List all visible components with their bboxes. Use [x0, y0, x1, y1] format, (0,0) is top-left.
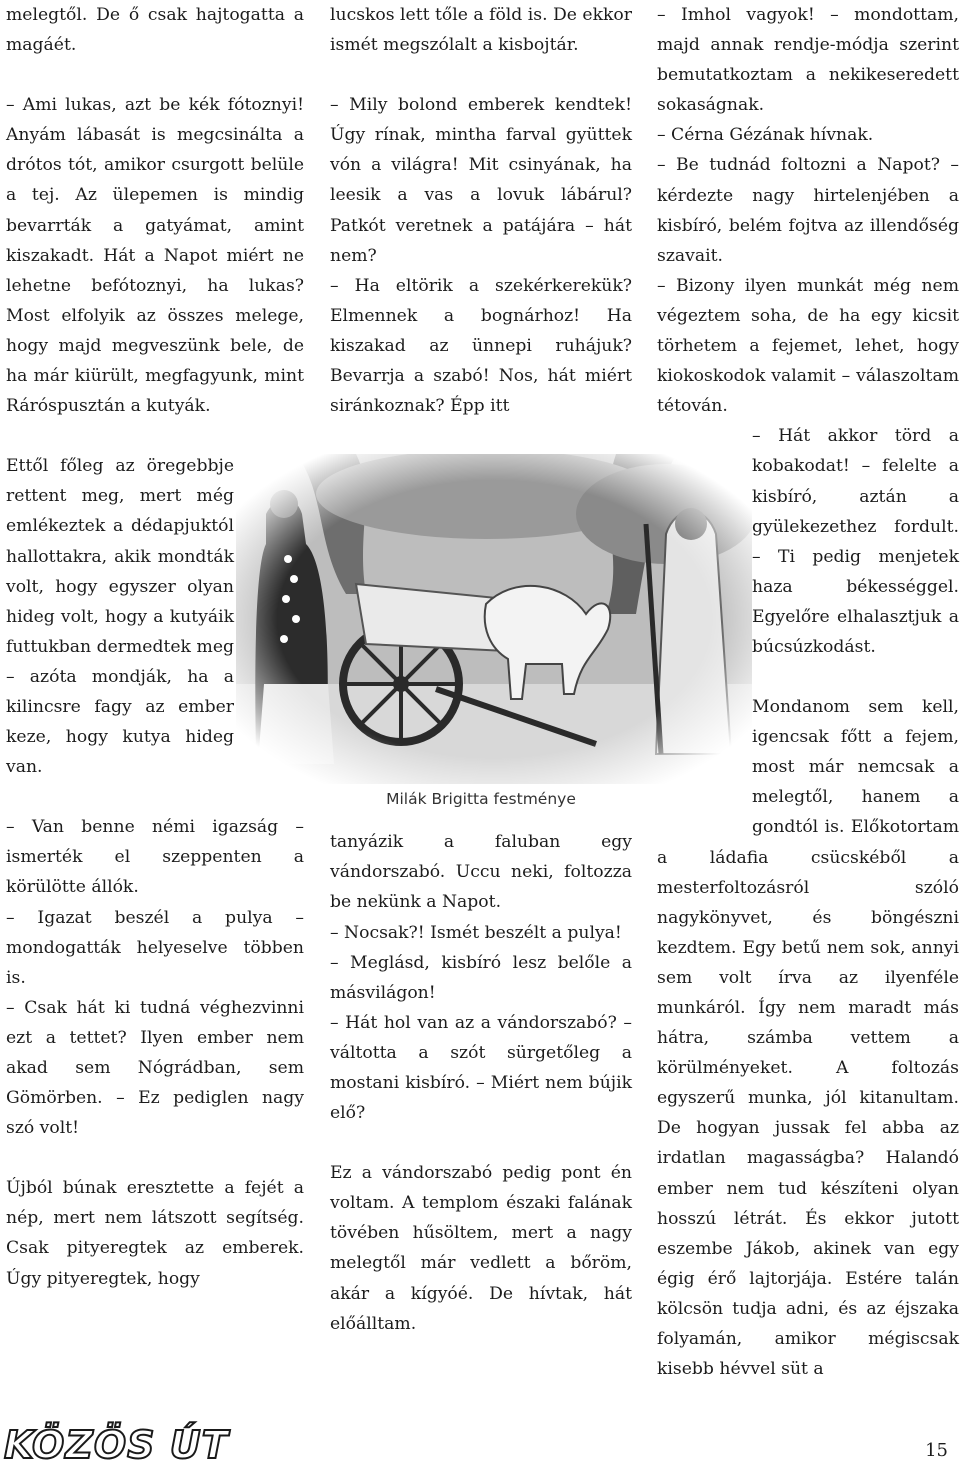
- paragraph: – Hát akkor törd a kobakodat! – felelte a kisbíró, aztán a gyülekezethez fordult. – Ti pedig menjetek haza békességgel. Egyelőre elhalasztjuk a búcsúzkodást.: [752, 426, 959, 657]
- paragraph: – Igazat beszél a pulya – mondogatták helyeselve többen is.: [6, 907, 304, 988]
- page-number: 15: [925, 1440, 948, 1461]
- paragraph: – Meglásd, kisbíró lesz belőle a másvilágon!: [330, 952, 632, 1003]
- paragraph: melegtől. De ő csak hajtogatta a magáét.: [6, 5, 304, 56]
- paragraph: lucskos lett tőle a föld is. De ekkor ismét megszólalt a kisbojtár.: [330, 5, 632, 56]
- paragraph: Ez a vándorszabó pedig pont én voltam. A templom északi falának tövében hűsöltem, mert a nagy melegtől már vedlett a bőröm, akár a kígyóé. De hívtak, hát előálltam.: [330, 1163, 632, 1334]
- paragraph: Ettől főleg az öregebbje rettent meg, mert még emlékeztek a dédapjuktól hallottakra, akik mondták volt, hogy egyszer olyan hideg volt, hogy a kutyáik futtukban dermedtek meg – azóta mondják, ha a kilincsre fagy az ember keze, hogy kutya hideg van.: [6, 456, 234, 778]
- painting-illustration: [236, 454, 752, 784]
- paragraph: Újból búnak eresztette a fejét a nép, mert nem látszott segítség. Csak pityeregtek az emberek. Úgy pityeregtek, hogy: [6, 1178, 304, 1289]
- paragraph: – Be tudnád foltozni a Napot? – kérdezte nagy hirtelenjében a kisbíró, belém fojtva az illendőség szavait.: [657, 155, 959, 266]
- paragraph: – Van benne némi igazság – ismerték el szeppenten a körülötte állók.: [6, 817, 304, 898]
- paragraph: – Ami lukas, azt be kék fótoznyi! Anyám lábasát is megcsinálta a drótos tót, amikor csurgott belüle a tej. Az ülepemen is mindig bevarrták a gatyámat, amint kiszakadt. Hát a Napot miért ne lehetne befótoznyi, ha lukas? Most elfolyik az összes melege, hogy majd megveszünk bele, de ha már kiürült, megfagyunk, mint Ráróspusztán a kutyák.: [6, 95, 304, 417]
- paragraph: – Imhol vagyok! – mondottam, majd annak rendje-módja szerint bemutatkoztam a nekikeseredett sokaságnak.: [657, 5, 959, 116]
- paragraph: – Bizony ilyen munkát még nem végeztem soha, de ha egy kicsit törhetem a fejemet, lehet, hogy kiokoskodok valamit – válaszoltam tétován.: [657, 275, 959, 417]
- paragraph: – Hát hol van az a vándorszabó? – váltotta a szót sürgetőleg a mostani kisbíró. – Miért nem bújik elő?: [330, 1012, 632, 1124]
- paragraph: – Mily bolond emberek kendtek! Úgy rínak, mintha farval gyüttek vón a világra! Mit csinyának, ha leesik a vas a lovuk lábárul? Patkót veretnek a patájára – hát nem?: [330, 95, 632, 266]
- paragraph: – Csak hát ki tudná véghezvinni ezt a tettet? Ilyen ember nem akad sem Nógrádban, sem Gömörben. – Ez pediglen nagy szó volt!: [6, 997, 304, 1139]
- paragraph: tanyázik a faluban egy vándorszabó. Uccu neki, foltozza be nekünk a Napot.: [330, 832, 632, 913]
- paragraph: – Ha eltörik a szekérkerekük? Elmennek a bognárhoz! Ha kiszakad az ünnepi ruhájuk? Bevarrja a szabó! Nos, hát miért siránkoznak? Épp itt: [330, 275, 632, 417]
- paragraph: – Cérna Gézának hívnak.: [657, 125, 874, 146]
- magazine-logo: KÖZÖS ÚT: [4, 1423, 229, 1467]
- paragraph: – Nocsak?! Ismét beszélt a pulya!: [330, 922, 622, 943]
- paragraph: Mondanom sem kell, igencsak főtt a fejem, most már nemcsak a melegtől, hanem a gondtól is. Előkotortam a ládafia csücskéből a mesterfoltozásról szóló nagykönyvet, és böngészni kezdtem. Egy betű nem sok, annyi sem volt írva az ilyenféle munkáról. Így nem maradt más hátra, számba vettem a körülményeket. A foltozás egyszerű munka, jól kitanultam. De hogyan jussak fel abba az irdatlan magasságba? Halandó ember nem tud készíteni olyan hosszú létrát. És ekkor jutott eszembe Jákob, akinek van egy égig érő lajtorjája. Estére talán kölcsön tudja adni, és az éjszaka folyamán, amikor mégiscsak kisebb hévvel süt a: [657, 697, 959, 1380]
- figure-caption: Milák Brigitta festménye: [386, 790, 576, 808]
